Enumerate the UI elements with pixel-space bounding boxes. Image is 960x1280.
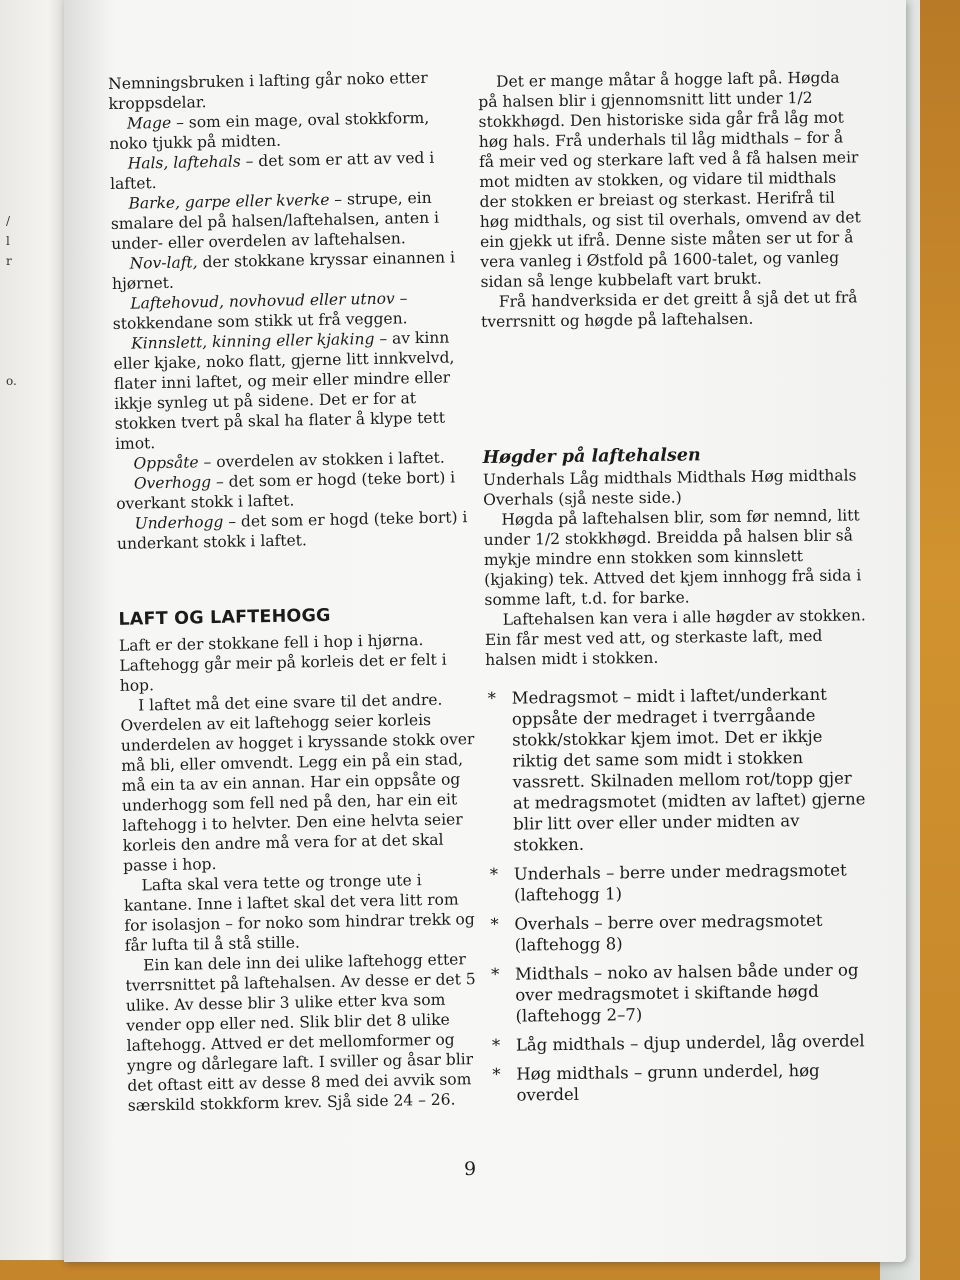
term-definition: – strupe, ein smalare del på halsen/laftehalsen, anten i under- eller overdelen av laftehalsen. — [110, 188, 440, 253]
list-item-text: Medragsmot – midt i laftet/underkant oppsåte der medraget i tverrgåande stokk/stokkar kjem imot. Det er ikkje riktig det same som midt i stokken vassrett. Skilnaden mellom rot/topp gjer at medragsmotet (midten av laftet) gjerne blir litt over eller under midten av stokken. — [511, 684, 866, 855]
term-name: Mage — [126, 113, 172, 133]
term-entry — [112, 287, 469, 334]
term-definition: – av kinn eller kjake, noko flatt, gjerne litt innkvelvd, flater inni laftet, og meir eller mindre eller ikkje synleg ut på sidene. Det er for at stokken tvert på skal ha flater å klype tett imot. — [113, 328, 455, 453]
hals-types-list: Underhals Låg midthals Midthals Høg midthals Overhals (sjå neste side.) — [482, 466, 857, 509]
term-entry — [113, 327, 471, 454]
terms-intro: Nemningsbruken i lafting går noko etter kroppsdelar. — [108, 68, 428, 113]
bullet-list — [486, 683, 873, 1106]
list-item-text: Midthals – noko av halsen både under og over medragsmotet i skiftande høgd (laftehogg 2–7) — [514, 960, 859, 1026]
term-definition: – stokkendane som stikk ut frå veggen. — [112, 289, 408, 333]
body-paragraph: Laft er der stokkane fell i hop i hjørna. Laftehogg går meir på korleis det er felt i hop. — [118, 631, 447, 695]
term-name: Kinnslett, kinning eller kjaking — [131, 329, 375, 353]
list-item — [490, 1059, 872, 1106]
term-entry — [109, 107, 466, 154]
term-name: Laftehovud, novhovud eller utnov — [130, 289, 395, 313]
list-item — [489, 959, 872, 1027]
right-column — [478, 67, 873, 1114]
term-entry — [111, 247, 468, 294]
list-item — [488, 859, 870, 906]
term-definition: – det som er hogd (teke bort) i overkant stokk i laftet. — [116, 468, 456, 513]
list-item — [488, 909, 870, 956]
body-paragraph: Det er mange måtar å hogge laft på. Høgda på halsen blir i gjennomsnitt litt under 1/2 stokkhøgd. Den historiske sida går frå låg mot høg hals. Frå underhals til låg midthals – for å få meir ved og sterkare laft ved å få halsen meir mot midten av stokken, og vidare til midthals der stokken er breiast og sterkast. Herifrå til høg midthals, og sist til overhals, omvend av det ein gjekk ut ifrå. Denne siste måten ser ut for å vera vanleg i Østfold på 1600-talet, og vanleg sidan så lenge kubbelaft vart brukt. — [478, 68, 861, 291]
term-name: Overhogg — [133, 473, 212, 493]
term-entry — [116, 507, 473, 554]
left-page-edge — [0, 0, 70, 1260]
term-definition: der stokkane kryssar einannen i hjørnet. — [111, 248, 456, 293]
subsection-heading: Høgder på laftehalsen — [482, 445, 701, 468]
list-item-text: Høg midthals – grunn underdel, høg overdel — [516, 1060, 820, 1105]
body-paragraph: Høgda på laftehalsen blir, som før nemnd, litt under 1/2 stokkhøgd. Breidda på halsen blir så mykje mindre enn stokken som kinnslett (kjaking) tek. Attved det kjem innhogg frå sida i somme laft, t.d. for barke. — [483, 506, 862, 609]
left-page-fragment: / — [6, 214, 11, 228]
term-name: Nov-laft, — [129, 253, 198, 273]
term-definition: – overdelen av stokken i laftet. — [198, 448, 445, 472]
list-item-text: Underhals – berre under medragsmotet (laftehogg 1) — [513, 860, 847, 905]
list-item — [486, 683, 870, 856]
list-item-text: Overhals – berre over medragsmotet (laftehogg 8) — [514, 910, 823, 955]
body-paragraph: Laftehalsen kan vera i alle høgder av stokken. Ein får mest ved att, og sterkaste laft, med halsen midt i stokken. — [484, 606, 866, 669]
list-item-text: Låg midthals – djup underdel, låg overdel — [515, 1031, 865, 1055]
page-number: 9 — [464, 1158, 477, 1180]
term-name: Underhogg — [134, 512, 224, 533]
section-heading: LAFT OG LAFTEHOGG — [118, 605, 331, 630]
list-item — [490, 1030, 872, 1056]
term-entry — [110, 147, 467, 194]
term-definition: – som ein mage, oval stokkform, noko tjukk på midten. — [109, 108, 430, 153]
term-name: Oppsåte — [133, 453, 199, 473]
bullet-symbol: * — [492, 1064, 501, 1084]
term-entry — [116, 467, 473, 514]
body-paragraph: Lafta skal vera tette og tronge ute i kantane. Inne i laftet skal det vera litt rom for isolasjon – for noko som hindrar trekk og får lufta til å stå stille. — [123, 871, 475, 955]
body-paragraph: I laftet må det eine svare til det andre. Overdelen av eit laftehogg seier korleis underdelen av hogget i kryssande stokk over må bli, eller omvendt. Legg ein på ein stad, må ein ta av ein annan. Har ein oppsåte og underhogg som fell ned på den, har ein eit laftehogg i to helvter. Den eine helvta seier korleis den andre må vera for at det skal passe i hop. — [120, 690, 475, 875]
bullet-symbol: * — [490, 914, 499, 934]
bullet-symbol: * — [491, 1035, 501, 1055]
body-paragraph: Ein kan dele inn dei ulike laftehogg etter tverrsnittet på laftehalsen. Av desse er det 5 ulike. Av desse blir 3 ulike etter kva som vender opp eller ned. Slik blir det 8 ulike laftehogg. Attved er det mellomformer og yngre og dårlegare laft. I sviller og åsar blir det oftast eitt av desse 8 med dei avvik som særskild stokkform krev. Sjå side 24 – 26. — [125, 950, 476, 1115]
term-definition: – det som er hogd (teke bort) i underkant stokk i laftet. — [116, 508, 468, 553]
left-page-fragment: l — [6, 234, 10, 248]
term-name: Barke, garpe eller kverke — [128, 190, 330, 213]
body-paragraph: Frå handverksida er det greitt å sjå det ut frå tverrsnitt og høgde på laftehalsen. — [480, 288, 858, 331]
bullet-symbol: * — [487, 688, 497, 708]
left-page-fragment: o. — [6, 374, 17, 388]
term-name: Hals, laftehals — [127, 152, 241, 173]
term-entry — [110, 187, 467, 254]
bullet-symbol: * — [490, 964, 500, 984]
left-page-fragment: r — [6, 254, 12, 268]
term-definition: – det som er att av ved i laftet. — [109, 148, 435, 193]
left-column — [108, 67, 484, 1116]
bullet-symbol: * — [489, 864, 499, 884]
